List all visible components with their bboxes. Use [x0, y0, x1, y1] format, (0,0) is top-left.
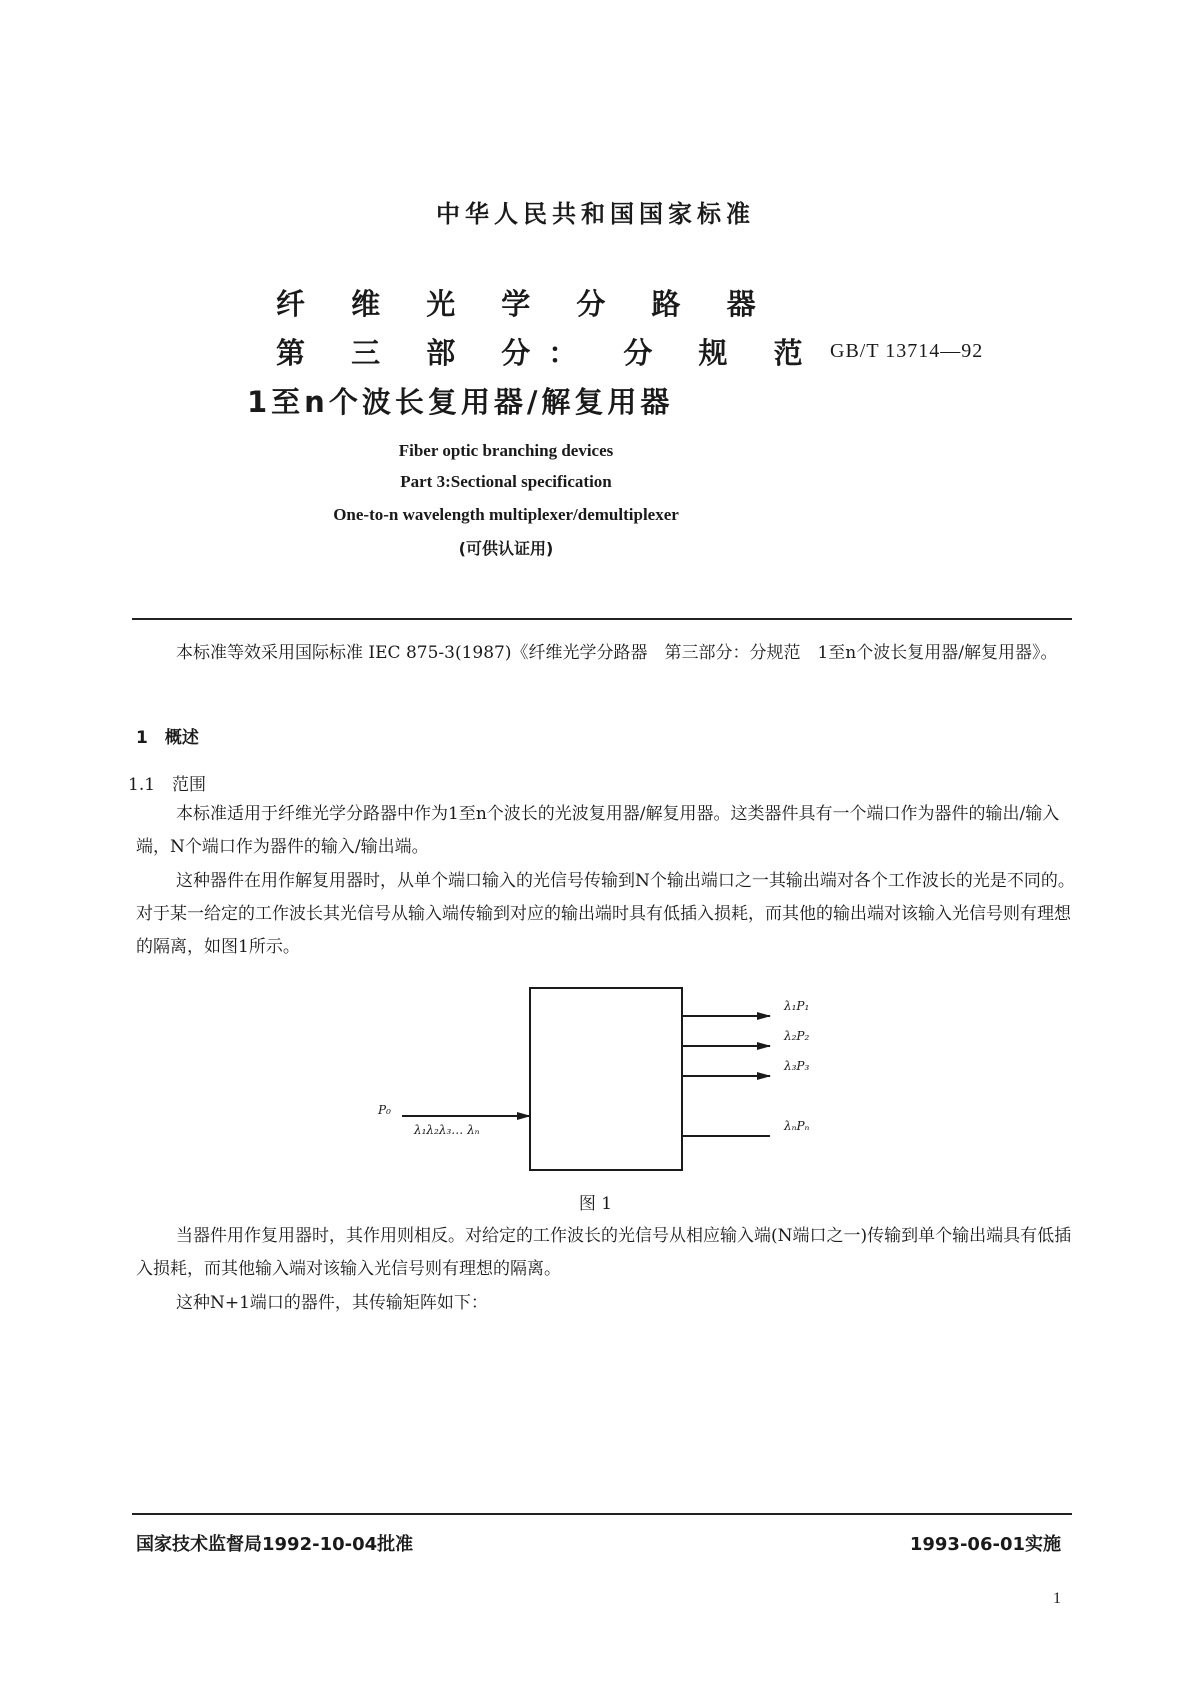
page-number: 1 — [1053, 1590, 1061, 1607]
title-cn-line-2: 第 三 部 分： 分 规 范 — [276, 336, 821, 370]
section-1-1-heading: 1.1 范围 — [128, 775, 207, 795]
input-wavelengths-label: λ₁λ₂λ₃… λₙ — [414, 1123, 480, 1137]
output-label-2: λ₂P₂ — [784, 1029, 810, 1043]
section-1-heading: 1 概述 — [136, 728, 199, 748]
output-label-1: λ₁P₁ — [784, 999, 810, 1013]
national-standard-heading: 中华人民共和国国家标准 — [436, 200, 755, 228]
certification-note: (可供认证用) — [458, 539, 554, 558]
implementation-date: 1993-06-01实施 — [909, 1534, 1061, 1555]
matrix-intro-paragraph: 这种N+1端口的器件，其传输矩阵如下： — [176, 1293, 488, 1313]
standard-number: GB/T 13714—92 — [830, 340, 984, 362]
approval-date: 国家技术监督局1992-10-04批准 — [136, 1534, 414, 1555]
title-en-line-3: One-to-n wavelength multiplexer/demultiplexer — [333, 505, 679, 524]
title-en-line-2: Part 3:Sectional specification — [400, 472, 612, 491]
figure-1-diagram — [370, 980, 830, 1180]
demultiplexer-paragraph: 这种器件在用作解复用器时，从单个端口输入的光信号传输到N个输出端口之一其输出端对各个工作波长的光是不同的。对于某一给定的工作波长其光信号从输入端传输到对应的输出端时具有低插入损耗，而其他的输出端对该输入光信号则有理想的隔离，如图1所示。 — [136, 871, 1075, 957]
device-box — [530, 988, 682, 1170]
bottom-divider — [132, 1513, 1072, 1515]
title-cn-line-1: 纤 维 光 学 分 路 器 — [276, 287, 774, 321]
output-label-3: λ₃P₃ — [784, 1059, 810, 1073]
top-divider — [132, 618, 1072, 620]
output-label-n: λₙPₙ — [784, 1119, 810, 1133]
intro-paragraph: 本标准等效采用国际标准 IEC 875-3(1987)《纤维光学分路器 第三部分：分规范 1至n个波长复用器/解复用器》。 — [176, 643, 1058, 663]
input-power-label: P₀ — [378, 1103, 391, 1117]
scope-paragraph: 本标准适用于纤维光学分路器中作为1至n个波长的光波复用器/解复用器。这类器件具有一个端口作为器件的输出/输入端，N个端口作为器件的输入/输出端。 — [136, 804, 1060, 857]
figure-caption: 图 1 — [578, 1194, 613, 1214]
title-en-line-1: Fiber optic branching devices — [398, 441, 614, 460]
multiplexer-paragraph: 当器件用作复用器时，其作用则相反。对给定的工作波长的光信号从相应输入端(N端口之一)传输到单个输出端具有低插入损耗，而其他输入端对该输入光信号则有理想的隔离。 — [136, 1226, 1072, 1279]
title-cn-line-3: 1至n个波长复用器/解复用器 — [247, 385, 674, 419]
